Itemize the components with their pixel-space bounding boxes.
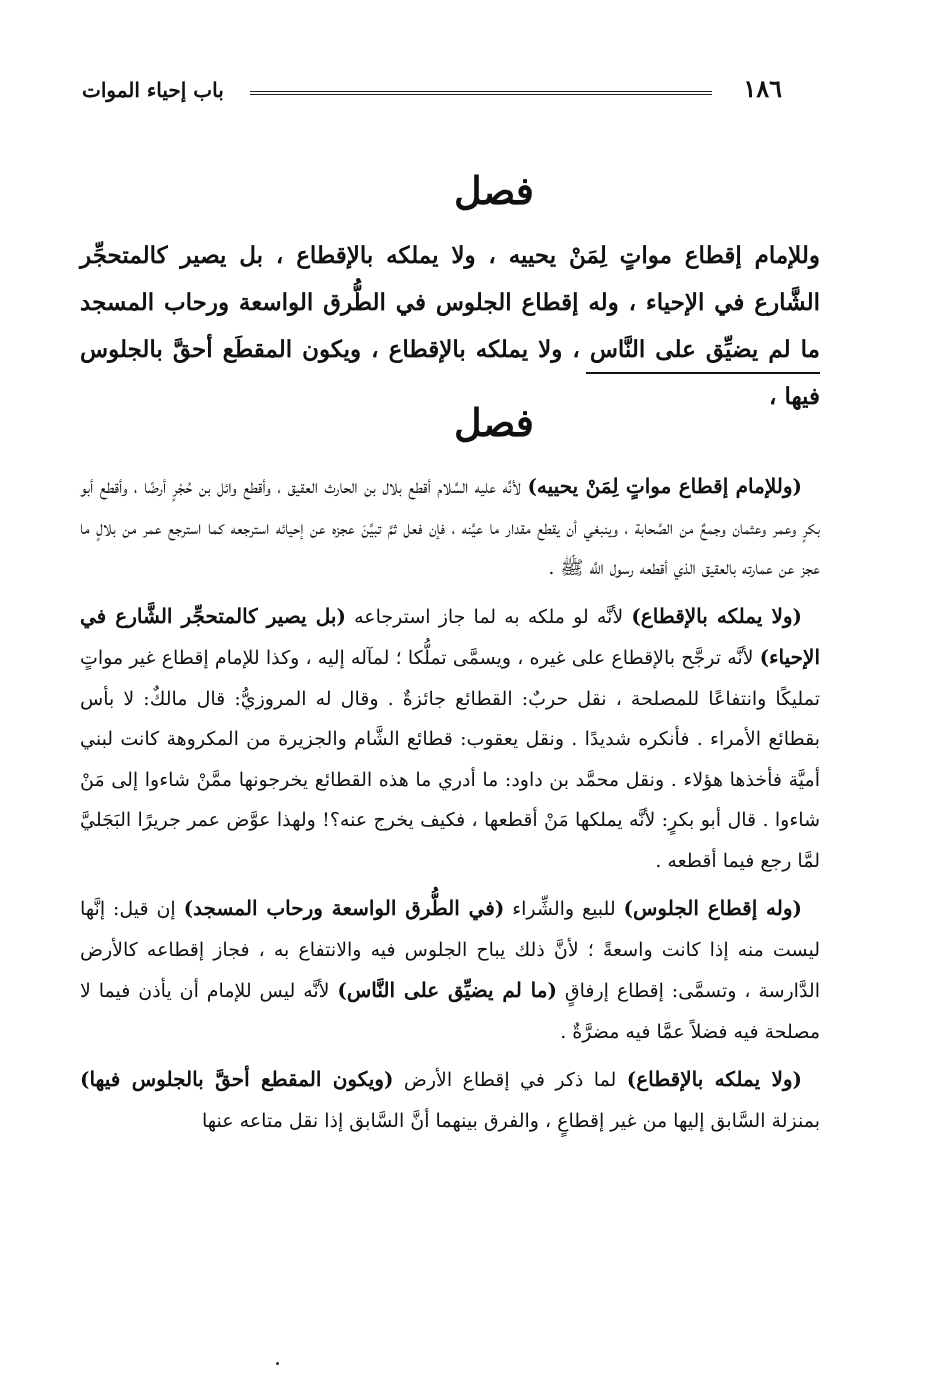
- commentary-paragraph: [80, 1059, 820, 1141]
- chapter-title: باب إحياء الموات: [82, 78, 224, 102]
- base-text-rule: [586, 372, 820, 374]
- commentary-paragraph: [80, 888, 820, 1052]
- section-heading: فصل: [454, 168, 534, 213]
- section-heading: فصل: [454, 400, 534, 445]
- quoted-text: (في الطُّرق الواسعة ورحاب المسجد): [183, 896, 505, 920]
- running-header: [82, 74, 782, 114]
- commentary: [80, 466, 820, 1148]
- commentary-paragraph: [80, 596, 820, 882]
- explanation-text: لأنَّه عليه السَّلام أقطع بلال بن الحارث العقيق ، وأقطع وائل بن حُجْرٍ أرضًا ، وأقطع أبو بكرٍ وعمر وعثمان وجمعٌ من الصَّحابة ، وينبغي أن يقطع مقدار ما عيَّنه ، فإن فعل ثمَّ تبيَّنَ عجزه عن إحيائه استرجعه كما استرجع عمر من بلالٍ ما عجز عن عمارته بالعقيق الذي أقطعه رسول اللَّه ﷺ .: [80, 476, 820, 579]
- quoted-text: (ولا يملكه بالإقطاع): [631, 603, 802, 628]
- explanation-text: بمنزلة السَّابق إليها من غير إقطاعٍ ، والفرق بينهما أنَّ السَّابق إذا نقل متاعه عنها: [202, 1109, 820, 1132]
- explanation-text: للبيع والشِّراء: [504, 898, 624, 920]
- quoted-text: (ويكون المقطع أحقَّ بالجلوس فيها): [80, 1067, 394, 1091]
- commentary-paragraph: [80, 466, 820, 589]
- quoted-text: (وللإمام إقطاع مواتٍ لِمَنْ يحييه): [527, 474, 802, 498]
- explanation-text: لأنَّه ليس للإمام أن يأذن فيما لا مصلحة فيه فضلاً عمَّا فيه مضرَّةٌ .: [80, 980, 820, 1043]
- header-rule: [250, 91, 712, 95]
- page-number: ١٨٦: [743, 74, 782, 103]
- explanation-text: إن قيل: إنَّها ليست منه إذا كانت واسعةً ؛ لأنَّ ذلك يباح الجلوس فيه والانتفاع به ، فجاز إقطاعه كالأرض الدَّارسة ، وتسمَّى: إقطاع إرفاقٍ: [80, 898, 820, 1002]
- quoted-text: (ما لم يضيِّق على النَّاس): [337, 978, 557, 1002]
- quoted-text: (بل يصير كالمتحجِّر الشَّارع في الإحياء): [80, 603, 820, 669]
- explanation-text: لأنَّه لو ملكه به لما جاز استرجاعه: [345, 605, 632, 628]
- base-text: وللإمام إقطاع مواتٍ لِمَنْ يحييه ، ولا يملكه بالإقطاع ، بل يصير كالمتحجِّر الشَّارع في الإحياء ، وله إقطاع الجلوس في الطُّرق الواسعة ورحاب المسجد ما لم يضيِّق على النَّاس ، ولا يملكه بالإقطاع ، ويكون المقطَع أحقَّ بالجلوس فيها ،: [80, 242, 820, 410]
- quoted-text: (ولا يملكه بالإقطاع): [626, 1067, 803, 1091]
- explanation-text: لأنَّه ترجَّح بالإقطاع على غيره ، ويسمَّى تملُّكا ؛ لمآله إليه ، وكذا للإمام إقطاع غير مواتٍ تمليكًا وانتفاعًا للمصلحة ، نقل حربٌ: القطائع جائزةٌ . وقال له المروزيُّ: قال مالكٌ: لا بأس بقطائع الأمراء . فأنكره شديدًا . ونقل يعقوب: قطائع الشَّام والجزيرة من المكروهة كانت لبني أميَّة فأخذها هؤلاء . ونقل محمَّد بن داود: ما أدري ما هذه القطائع يخرجونها ممَّنْ شاءوا إلى مَنْ شاءوا . قال أبو بكرٍ: لأنَّه يملكها مَنْ أقطعها ، فكيف يخرج عنه؟! ولهذا عوَّض عمر جريرًا البَجَليَّ لمَّا رجع فيما أقطعه .: [80, 647, 820, 872]
- page-speck: [276, 1362, 279, 1365]
- explanation-text: لما ذكر في إقطاع الأرض: [393, 1069, 627, 1091]
- quoted-text: (وله إقطاع الجلوس): [623, 896, 802, 920]
